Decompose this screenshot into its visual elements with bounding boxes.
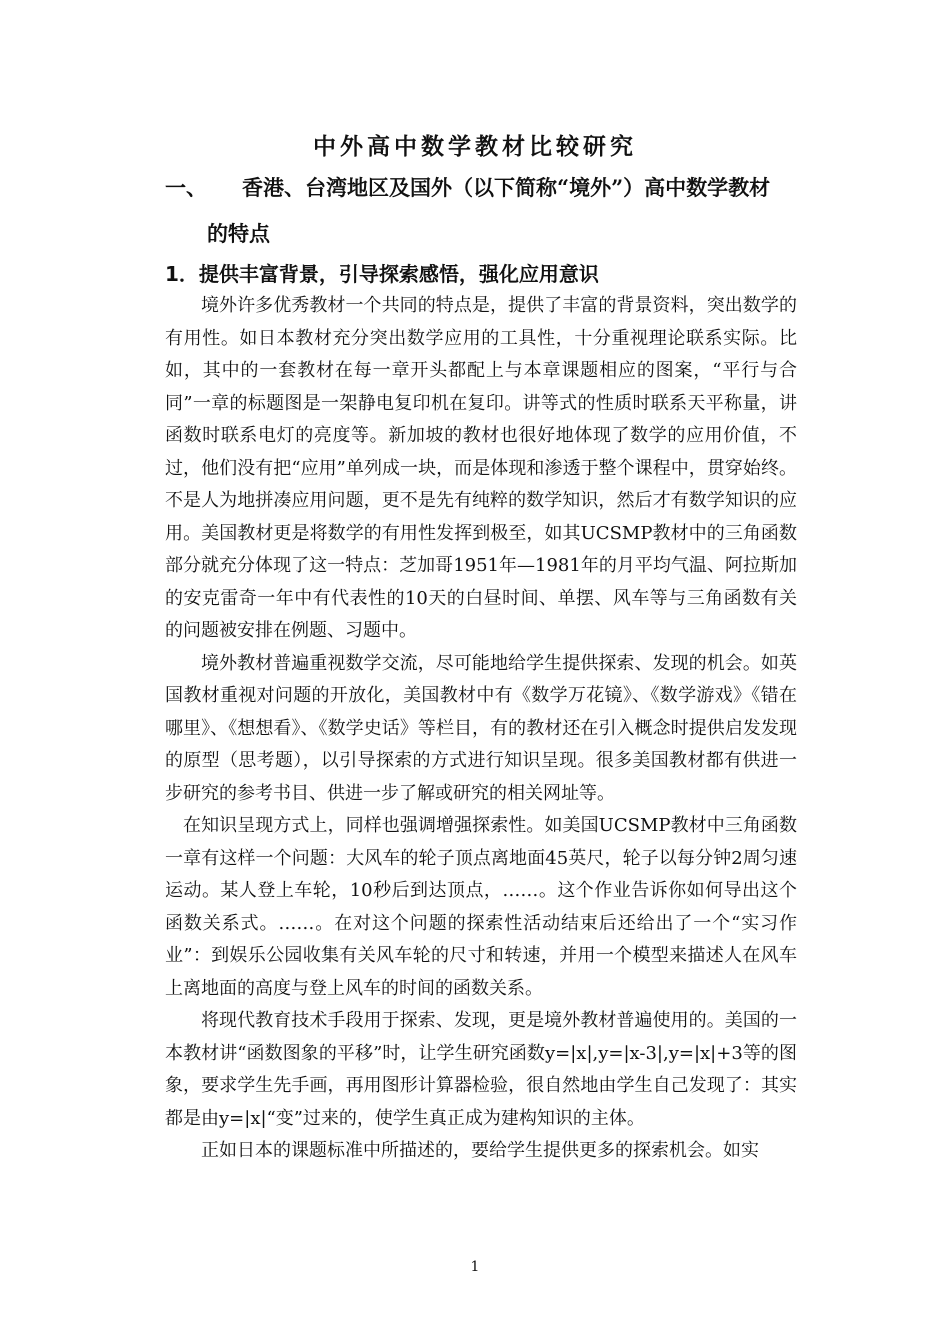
paragraph: 境外许多优秀教材一个共同的特点是，提供了丰富的背景资料，突出数学的有用性。如日本教材充分突出数学应用的工具性，十分重视理论联系实际。比如，其中的一套教材在每一章开头都配上与本章课题相应的图案，“平行与合同”一章的标题图是一架静电复印机在复印。讲等式的性质时联系天平称量，讲函数时联系电灯的亮度等。新加坡的教材也很好地体现了数学的应用价值，不过，他们没有把“应用”单列成一块，而是体现和渗透于整个课程中，贯穿始终。不是人为地拼凑应用问题，更不是先有纯粹的数学知识，然后才有数学知识的应用。美国教材更是将数学的有用性发挥到极至，如其UCSMP教材中的三角函数部分就充分体现了这一特点：芝加哥1951年—1981年的月平均气温、阿拉斯加的安克雷奇一年中有代表性的10天的白昼时间、单摆、风车等与三角函数有关的问题被安排在例题、习题中。: [165, 295, 797, 641]
body-text: [165, 290, 797, 1168]
page-number: 1: [470, 1259, 480, 1275]
subsection-heading: 1．提供丰富背景，引导探索感悟，强化应用意识: [165, 262, 599, 286]
paragraph: 正如日本的课题标准中所描述的，要给学生提供更多的探索机会。如实: [201, 1140, 759, 1161]
paragraph: 将现代教育技术手段用于探索、发现，更是境外教材普遍使用的。美国的一本教材讲“函数图象的平移”时，让学生研究函数y=|x|,y=|x-3|,y=|x|+3等的图象，要求学生先手画，再用图形计算器检验，很自然地由学生自己发现了：其实都是由y=|x|“变”过来的，使学生真正成为建构知识的主体。: [165, 1010, 797, 1129]
section-heading-line2: 的特点: [207, 221, 270, 246]
section-heading-line1: 香港、台湾地区及国外（以下简称“境外”）高中数学教材: [242, 175, 771, 200]
paragraph: 境外教材普遍重视数学交流，尽可能地给学生提供探索、发现的机会。如英国教材重视对问题的开放化，美国教材中有《数学万花镜》、《数学游戏》《错在哪里》、《想想看》、《数学史话》等栏目，有的教材还在引入概念时提供启发发现的原型（思考题），以引导探索的方式进行知识呈现。很多美国教材都有供进一步研究的参考书目、供进一步了解或研究的相关网址等。: [165, 652, 797, 804]
paragraph: 在知识呈现方式上，同样也强调增强探索性。如美国UCSMP教材中三角函数一章有这样一个问题：大风车的轮子顶点离地面45英尺，轮子以每分钟2周匀速运动。某人登上车轮，10秒后到达顶点，……。这个作业告诉你如何导出这个函数关系式。……。在对这个问题的探索性活动结束后还给出了一个“实习作业”：到娱乐公园收集有关风车轮的尺寸和转速，并用一个模型来描述人在风车上离地面的高度与登上风车的时间的函数关系。: [165, 815, 797, 999]
section-number: 一、: [165, 175, 207, 200]
document-title: 中外高中数学教材比较研究: [313, 133, 637, 160]
